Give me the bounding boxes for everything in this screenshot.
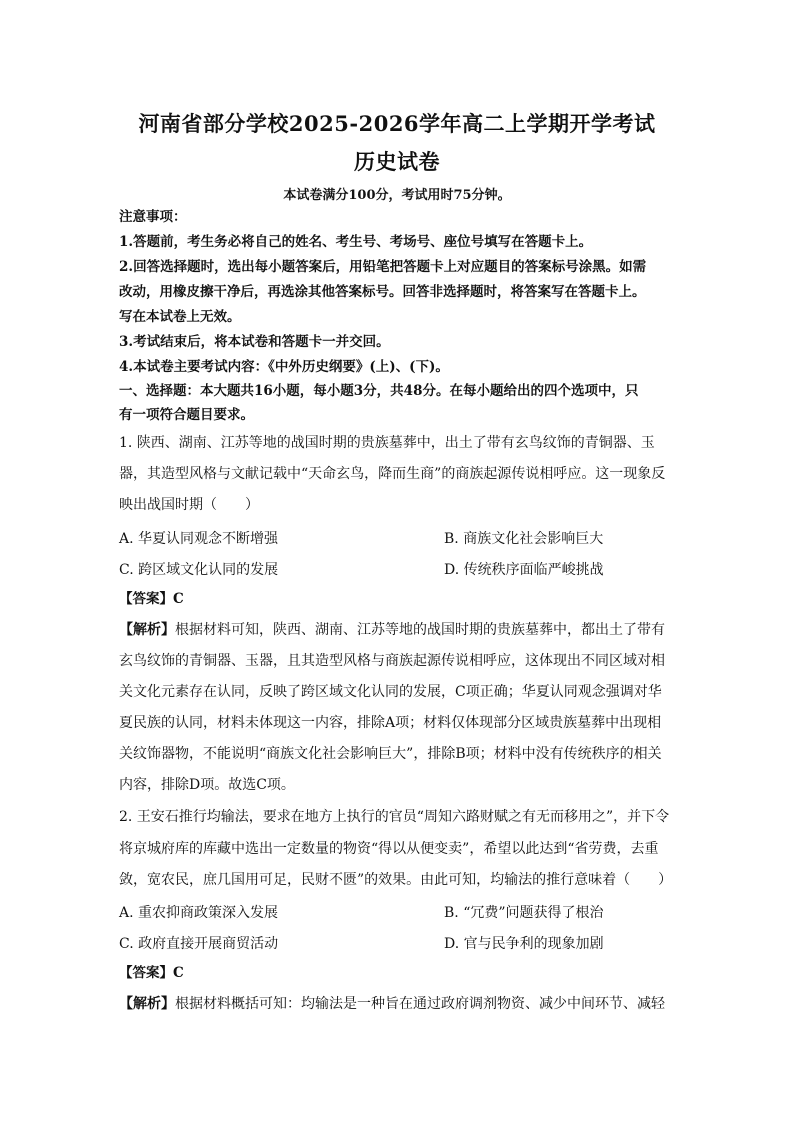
note-item: 1.答题前，考生务必将自己的姓名、考生号、考场号、座位号填写在答题卡上。 — [119, 234, 593, 250]
q1-analysis: 关文化元素存在认同，反映了跨区域文化认同的发展，C项正确；华夏认同观念强调对华 — [119, 684, 662, 700]
q1-answer: 【答案】C — [119, 591, 184, 607]
q1-option-c: C. 跨区域文化认同的发展 — [119, 562, 279, 578]
analysis-label: 【解析】 — [119, 622, 175, 638]
note-item: 改动，用橡皮擦干净后，再选涂其他答案标号。回答非选择题时，将答案写在答题卡上。 — [119, 284, 646, 300]
q2-option-d: D. 官与民争利的现象加剧 — [444, 936, 604, 952]
q2-option-b: B. “冗费”问题获得了根治 — [444, 905, 604, 921]
note-item: 写在本试卷上无效。 — [119, 309, 241, 325]
question-2-stem: 敛，宽农民，庶几国用可足，民财不匮”的效果。由此可知，均输法的推行意味着（ ） — [119, 872, 673, 888]
question-1-stem: 1. 陕西、湖南、江苏等地的战国时期的贵族墓葬中，出土了带有玄鸟纹饰的青铜器、玉 — [119, 435, 655, 451]
exam-title: 河南省部分学校2025-2026学年高二上学期开学考试 — [138, 111, 656, 136]
notes-heading: 注意事项： — [119, 209, 187, 225]
analysis-label: 【解析】 — [119, 996, 175, 1012]
question-2-stem: 将京城府库的库藏中选出一定数量的物资“得以从便变卖”，希望以此达到“省劳费，去重 — [119, 841, 659, 857]
note-item: 2.回答选择题时，选出每小题答案后，用铅笔把答题卡上对应题目的答案标号涂黑。如需 — [119, 259, 647, 275]
q1-option-d: D. 传统秩序面临严峻挑战 — [444, 562, 604, 578]
q2-analysis — [119, 995, 675, 1013]
q2-option-c: C. 政府直接开展商贸活动 — [119, 936, 279, 952]
question-1-stem: 映出战国时期（ ） — [119, 497, 259, 513]
subject-title: 历史试卷 — [354, 149, 440, 174]
q1-option-a: A. 华夏认同观念不断增强 — [119, 531, 279, 547]
note-item: 4.本试卷主要考试内容：《中外历史纲要》(上)、(下)。 — [119, 359, 449, 375]
section-heading: 一、选择题：本大题共16小题，每小题3分，共48分。在每小题给出的四个选项中，只 — [119, 383, 639, 399]
q2-answer: 【答案】C — [119, 965, 184, 981]
q1-option-b: B. 商族文化社会影响巨大 — [444, 531, 604, 547]
exam-meta: 本试卷满分100分，考试用时75分钟。 — [283, 188, 511, 203]
q1-analysis: 内容，排除D项。故选C项。 — [119, 777, 295, 793]
q1-analysis — [119, 621, 675, 639]
q1-analysis: 关纹饰器物，不能说明“商族文化社会影响巨大”，排除B项；材料中没有传统秩序的相关 — [119, 746, 662, 762]
analysis-text: 根据材料可知，陕西、湖南、江苏等地的战国时期的贵族墓葬中，都出土了带有 — [175, 622, 665, 638]
q1-analysis: 夏民族的认同，材料未体现这一内容，排除A项；材料仅体现部分区域贵族墓葬中出现相 — [119, 715, 662, 731]
section-heading-cont: 有一项符合题目要求。 — [119, 407, 254, 423]
question-2-stem: 2. 王安石推行均输法，要求在地方上执行的官员“周知六路财赋之有无而移用之”，并下令 — [119, 809, 670, 825]
question-1-stem: 器，其造型风格与文献记载中“天命玄鸟，降而生商”的商族起源传说相呼应。这一现象反 — [119, 466, 666, 482]
q2-option-a: A. 重农抑商政策深入发展 — [119, 905, 279, 921]
note-item: 3.考试结束后，将本试卷和答题卡一并交回。 — [119, 334, 390, 350]
analysis-text: 根据材料概括可知：均输法是一种旨在通过政府调剂物资、减少中间环节、减轻 — [175, 996, 665, 1012]
q1-analysis: 玄鸟纹饰的青铜器、玉器，且其造型风格与商族起源传说相呼应，这体现出不同区域对相 — [119, 653, 665, 669]
